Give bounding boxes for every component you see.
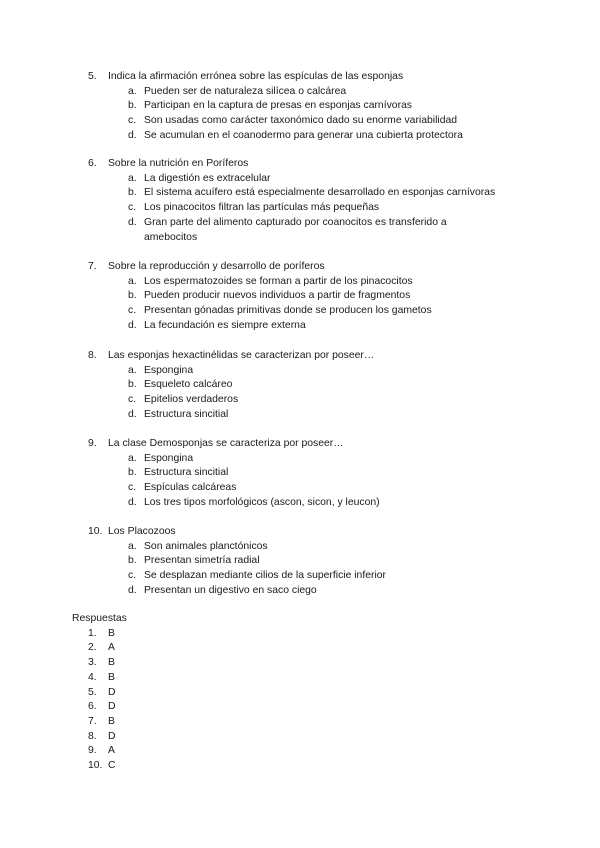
option-c [88, 481, 548, 496]
option-text: Se desplazan mediante cilios de la superficie inferior [144, 570, 387, 582]
question-number: 9. [88, 438, 97, 449]
answer-number: 5. [88, 686, 97, 698]
option-letter: d. [128, 216, 137, 228]
option-letter: a. [128, 452, 137, 464]
option-letter: d. [128, 319, 137, 331]
answer-value: A [108, 642, 115, 654]
answer-value: C [108, 760, 116, 772]
option-text: Son usadas como carácter taxonómico dado su enorme variabilidad [144, 115, 458, 127]
option-text: Epitelios verdaderos [144, 394, 239, 406]
answer-number: 6. [88, 701, 97, 713]
answers-section [72, 612, 127, 774]
option-letter: c. [128, 115, 137, 127]
option-letter: c. [128, 394, 137, 406]
answer-list [72, 627, 127, 774]
answer-value: D [108, 701, 116, 713]
answer-item [72, 700, 127, 715]
option-list [88, 540, 548, 599]
question-number: 10. [88, 526, 103, 537]
question-text: La clase Demosponjas se caracteriza por poseer… [108, 438, 344, 449]
answer-item [72, 686, 127, 701]
question-text: Los Placozoos [108, 526, 176, 537]
option-list [88, 275, 548, 334]
option-letter: d. [128, 496, 137, 508]
option-letter: b. [128, 187, 137, 199]
option-letter: b. [128, 467, 137, 479]
option-d [88, 496, 548, 511]
answer-value: B [108, 657, 115, 669]
option-text: Espongina [144, 452, 194, 464]
option-letter: b. [128, 290, 137, 302]
option-letter: c. [128, 570, 137, 582]
option-text: Presentan un digestivo en saco ciego [144, 584, 317, 596]
option-b [88, 554, 548, 569]
option-letter: d. [128, 584, 137, 596]
option-text: La fecundación es siempre externa [144, 319, 306, 331]
option-c [88, 201, 548, 216]
answer-value: B [108, 715, 115, 727]
option-letter: b. [128, 379, 137, 391]
question-5 [88, 70, 548, 144]
option-text: Pueden producir nuevos individuos a partir de fragmentos [144, 290, 411, 302]
option-text: Los espermatozoides se forman a partir de los pinacocitos [144, 275, 413, 287]
answer-value: D [108, 686, 116, 698]
option-letter: b. [128, 555, 137, 567]
option-text: Son animales planctónicos [144, 540, 268, 552]
answer-item [72, 715, 127, 730]
option-letter: b. [128, 100, 137, 112]
answer-number: 4. [88, 671, 97, 683]
option-text: Espículas calcáreas [144, 482, 237, 494]
question-6 [88, 157, 548, 245]
option-b [88, 99, 548, 114]
option-text: Estructura sincitial [144, 467, 229, 479]
option-letter: d. [128, 408, 137, 420]
option-c [88, 569, 548, 584]
option-text: Espongina [144, 364, 194, 376]
option-a [88, 85, 548, 100]
question-text: Sobre la nutrición en Poríferos [108, 158, 249, 169]
option-text: Participan en la captura de presas en esponjas carnívoras [144, 100, 413, 112]
option-text: La digestión es extracelular [144, 172, 271, 184]
answer-number: 8. [88, 730, 97, 742]
option-d [88, 584, 548, 599]
option-text: Presentan simetría radial [144, 555, 260, 567]
answer-item [72, 759, 127, 774]
option-d [88, 216, 548, 245]
option-text: Estructura sincitial [144, 408, 229, 420]
question-text: Indica la afirmación errónea sobre las espículas de las esponjas [108, 71, 404, 82]
answer-item [72, 627, 127, 642]
answer-item [72, 730, 127, 745]
option-letter: a. [128, 85, 137, 97]
option-letter: a. [128, 172, 137, 184]
option-a [88, 364, 548, 379]
option-letter: d. [128, 129, 137, 141]
option-d [88, 129, 548, 144]
answer-item [72, 641, 127, 656]
option-a [88, 172, 548, 187]
option-c [88, 393, 548, 408]
answer-number: 7. [88, 715, 97, 727]
question-9 [88, 437, 548, 511]
option-list [88, 85, 548, 144]
option-list [88, 364, 548, 423]
question-10 [88, 525, 548, 599]
option-list [88, 452, 548, 511]
question-8 [88, 349, 548, 423]
question-7 [88, 260, 548, 334]
option-text: Se acumulan en el coanodermo para generar una cubierta protectora [144, 129, 463, 141]
question-number: 8. [88, 350, 97, 361]
answer-item [72, 671, 127, 686]
answers-title: Respuestas [72, 613, 127, 624]
answer-item [72, 656, 127, 671]
option-text: Los pinacocitos filtran las partículas más pequeñas [144, 202, 380, 214]
answer-number: 1. [88, 627, 97, 639]
option-a [88, 275, 548, 290]
option-text: Esqueleto calcáreo [144, 379, 233, 391]
answer-value: A [108, 745, 115, 757]
option-c [88, 114, 548, 129]
answer-item [72, 744, 127, 759]
option-text: Presentan gónadas primitivas donde se producen los gametos [144, 305, 432, 317]
answer-number: 10. [88, 760, 103, 772]
answer-number: 2. [88, 642, 97, 654]
answer-value: D [108, 730, 116, 742]
option-b [88, 289, 548, 304]
option-a [88, 540, 548, 555]
option-letter: c. [128, 305, 137, 317]
option-letter: a. [128, 275, 137, 287]
option-letter: c. [128, 482, 137, 494]
option-text: El sistema acuífero está especialmente desarrollado en esponjas carnívoras [144, 187, 496, 199]
answer-number: 9. [88, 745, 97, 757]
option-letter: c. [128, 202, 137, 214]
question-text: Las esponjas hexactinélidas se caracterizan por poseer… [108, 350, 375, 361]
question-number: 5. [88, 71, 97, 82]
option-b [88, 466, 548, 481]
option-text: Los tres tipos morfológicos (ascon, sicon, y leucon) [144, 496, 380, 508]
option-text: Pueden ser de naturaleza silícea o calcárea [144, 85, 347, 97]
question-number: 7. [88, 261, 97, 272]
question-number: 6. [88, 158, 97, 169]
option-d [88, 319, 548, 334]
option-letter: a. [128, 540, 137, 552]
option-c [88, 304, 548, 319]
option-b [88, 186, 548, 201]
answer-value: B [108, 627, 115, 639]
answer-value: B [108, 671, 115, 683]
question-text: Sobre la reproducción y desarrollo de poríferos [108, 261, 325, 272]
option-letter: a. [128, 364, 137, 376]
option-a [88, 452, 548, 467]
answer-number: 3. [88, 657, 97, 669]
option-text: Gran parte del alimento capturado por coanocitos es transferido a amebocitos [144, 216, 447, 243]
option-list [88, 172, 548, 246]
option-b [88, 378, 548, 393]
option-d [88, 408, 548, 423]
